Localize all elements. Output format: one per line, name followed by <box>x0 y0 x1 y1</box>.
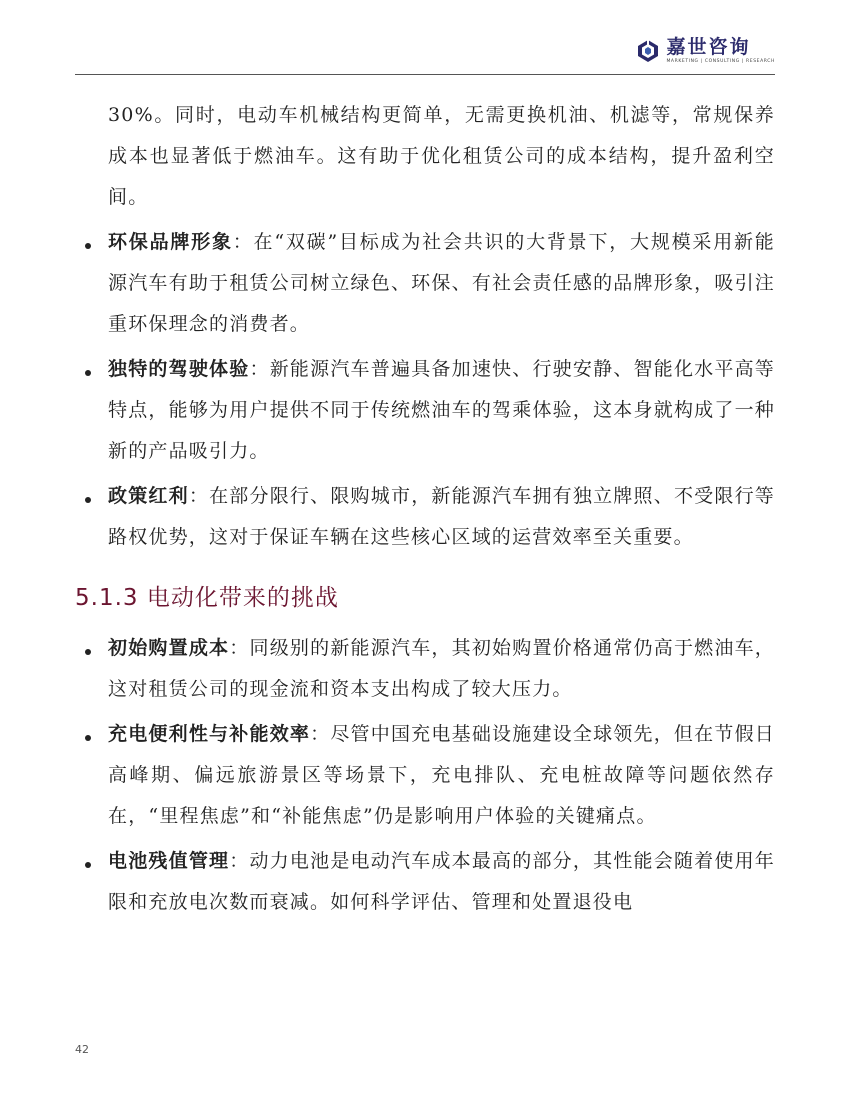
bullet-icon <box>85 243 91 249</box>
list-item <box>75 841 775 923</box>
bullet-icon <box>85 370 91 376</box>
page-number: 42 <box>75 1043 89 1056</box>
bullet-icon <box>85 862 91 868</box>
item-description: ：在“双碳”目标成为社会共识的大背景下，大规模采用新能源汽车有助于租赁公司树立绿色、环保、有社会责任感的品牌形象，吸引注重环保理念的消费者。 <box>108 231 775 335</box>
challenges-list <box>75 628 775 923</box>
item-term: 电池残值管理 <box>108 850 230 872</box>
item-description: ：尽管中国充电基础设施建设全球领先，但在节假日高峰期、偏远旅游景区等场景下，充电排队、充电桩故障等问题依然存在，“里程焦虑”和“补能焦虑”仍是影响用户体验的关键痛点。 <box>108 723 775 827</box>
item-description: ：在部分限行、限购城市，新能源汽车拥有独立牌照、不受限行等路权优势，这对于保证车辆在这些核心区域的运营效率至关重要。 <box>108 485 775 548</box>
header-divider <box>75 74 775 75</box>
brand-logo <box>636 36 775 64</box>
item-description: ：新能源汽车普遍具备加速快、行驶安静、智能化水平高等特点，能够为用户提供不同于传统燃油车的驾乘体验，这本身就构成了一种新的产品吸引力。 <box>108 358 776 462</box>
list-item <box>75 349 775 472</box>
list-item <box>75 222 775 345</box>
bullet-icon <box>85 649 91 655</box>
list-item <box>75 714 775 837</box>
advantages-list <box>75 222 775 558</box>
item-term: 充电便利性与补能效率 <box>108 723 311 745</box>
list-item <box>75 476 775 558</box>
section-heading: 5.1.3 电动化带来的挑战 <box>75 585 339 611</box>
page-body <box>75 95 775 923</box>
bullet-icon <box>85 497 91 503</box>
page-header <box>0 0 850 78</box>
item-term: 独特的驾驶体验 <box>108 358 250 380</box>
brand-name: 嘉世咨询 <box>666 36 751 58</box>
logo-mark-icon <box>636 39 660 63</box>
item-term: 环保品牌形象 <box>108 231 233 253</box>
intro-paragraph: 30%。同时，电动车机械结构更简单，无需更换机油、机滤等，常规保养成本也显著低于燃油车。这有助于优化租赁公司的成本结构，提升盈利空间。 <box>108 104 775 208</box>
list-item <box>75 628 775 710</box>
bullet-icon <box>85 735 91 741</box>
item-term: 初始购置成本 <box>108 637 230 659</box>
item-description: ：同级别的新能源汽车，其初始购置价格通常仍高于燃油车，这对租赁公司的现金流和资本支出构成了较大压力。 <box>108 637 776 700</box>
item-description: ：动力电池是电动汽车成本最高的部分，其性能会随着使用年限和充放电次数而衰减。如何科学评估、管理和处置退役电 <box>108 850 776 913</box>
item-term: 政策红利 <box>108 485 189 507</box>
brand-tagline: MARKETING | CONSULTING | RESEARCH <box>666 59 775 64</box>
